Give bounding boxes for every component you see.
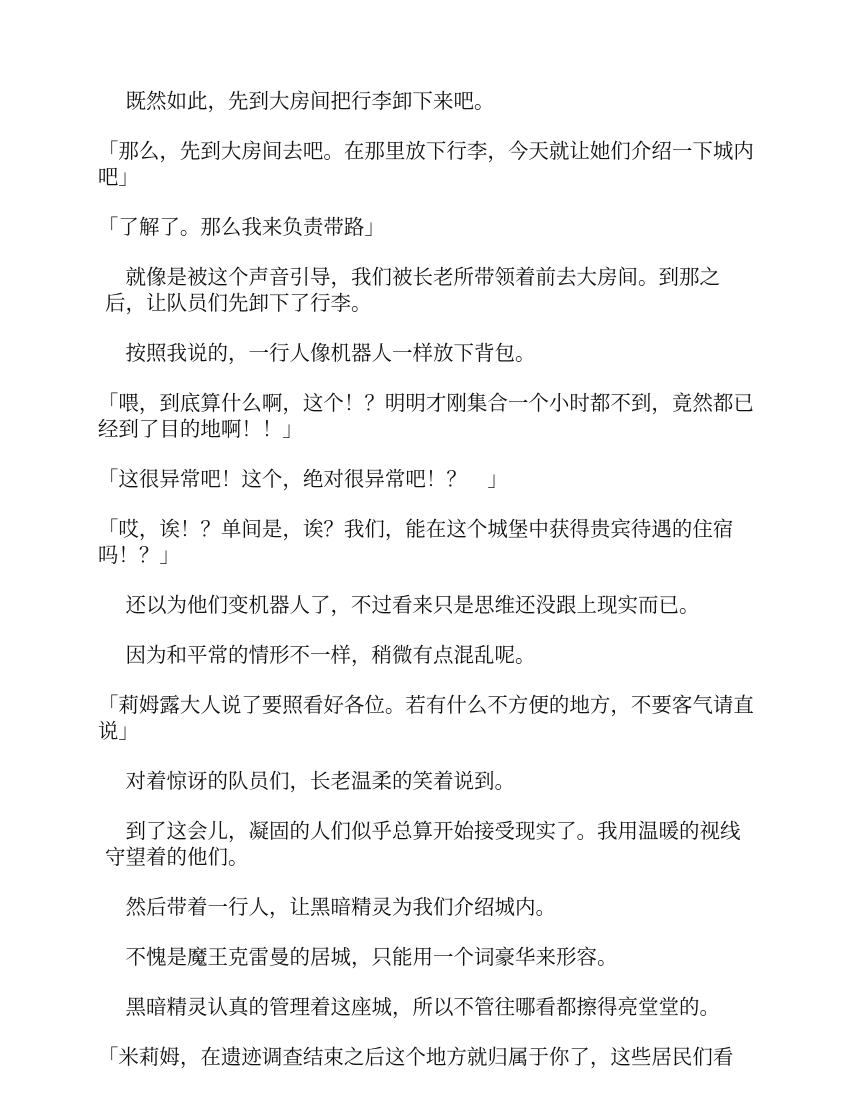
- paragraph-6: 「喂，到底算什么啊，这个！？明明才刚集合一个小时都不到，竟然都已经到了目的地啊！！」: [97, 391, 754, 441]
- paragraph-10: 因为和平常的情形不一样，稍微有点混乱呢。: [125, 643, 536, 667]
- paragraph-11: 「莉姆露大人说了要照看好各位。若有什么不方便的地方，不要客气请直说」: [97, 693, 754, 743]
- paragraph-13: 到了这会儿，凝固的人们似乎总算开始接受现实了。我用温暖的视线守望着的他们。: [105, 819, 741, 869]
- paragraph-8: 「哎，诶！？单间是，诶？我们，能在这个城堡中获得贵宾待遇的住宿吗！？」: [97, 517, 734, 567]
- paragraph-7: 「这很异常吧！这个，绝对很异常吧！？ 」: [97, 467, 508, 491]
- paragraph-1: 既然如此，先到大房间把行李卸下来吧。: [125, 89, 495, 113]
- paragraph-4: 就像是被这个声音引导，我们被长老所带领着前去大房间。到那之后，让队员们先卸下了行李。: [105, 265, 720, 315]
- paragraph-9: 还以为他们变机器人了，不过看来只是思维还没跟上现实而已。: [125, 593, 700, 617]
- paragraph-12: 对着惊讶的队员们，长老温柔的笑着说到。: [125, 769, 515, 793]
- text-column: [97, 88, 755, 1094]
- paragraph-3: 「了解了。那么我来负责带路」: [97, 215, 385, 239]
- paragraph-16: 黑暗精灵认真的管理着这座城，所以不管往哪看都擦得亮堂堂的。: [125, 995, 720, 1019]
- paragraph-15: 不愧是魔王克雷曼的居城，只能用一个词豪华来形容。: [125, 945, 618, 969]
- paragraph-5: 按照我说的，一行人像机器人一样放下背包。: [125, 341, 536, 365]
- paragraph-17: 「米莉姆，在遗迹调查结束之后这个地方就归属于你了，这些居民们看: [97, 1045, 734, 1069]
- paragraph-14: 然后带着一行人，让黑暗精灵为我们介绍城内。: [125, 895, 556, 919]
- paragraph-2: 「那么，先到大房间去吧。在那里放下行李，今天就让她们介绍一下城内吧」: [97, 139, 754, 189]
